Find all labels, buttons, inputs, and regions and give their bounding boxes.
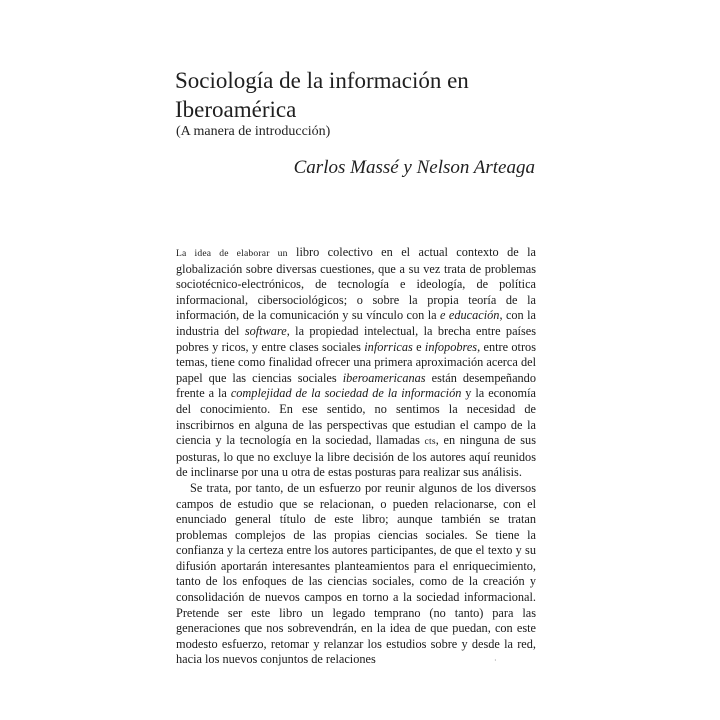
italic-term-software: software — [244, 323, 287, 338]
text-run: , con la industria del — [176, 308, 537, 338]
italic-term-infopobres: infopobres — [424, 339, 478, 354]
chapter-subtitle: (A manera de introducción) — [176, 124, 331, 139]
italic-term-inforricas: inforricas — [364, 339, 413, 354]
text-run: e — [412, 339, 425, 354]
text-run: y la economía del conocimiento. En ese sentido, no sentimos la necesidad de inscribirnos en alguna de las perspectivas que estudian el campo de la ciencia y la tecnología en la sociedad, llamadas — [176, 386, 536, 448]
italic-term-iberoamericanas: iberoamericanas — [342, 370, 426, 385]
body-text — [176, 245, 536, 668]
text-run: , entre otros temas, tiene como finalidad ofrecer una primera aproximación acerca del papel que las ciencias sociales — [176, 339, 536, 385]
text-run: , la propiedad intelectual, la brecha entre países pobres y ricos, y entre clases sociales — [176, 323, 536, 354]
text-run: están desempeñando frente a la — [176, 370, 536, 401]
paragraph-1 — [176, 245, 536, 481]
paragraph-2: Se trata, por tanto, de un esfuerzo por reunir algunos de los diversos campos de estudio que se relacionan, o pueden relacionarse, con el enunciado general título de este libro; aunque también se tratan problemas complejos de las propias ciencias sociales. Se tiene la confianza y la certeza entre los autores participantes, de que el texto y su difusión aportarán interesantes planteamientos para el enriquecimiento, tanto de los enfoques de las ciencias sociales, como de la creación y consolidación de nuevos campos en torno a la sociedad informacional. Pretende ser este libro un legado temprano (no tanto) para las generaciones que nos sobrevendrán, en la idea de que puedan, con este modesto esfuerzo, retomar y relanzar los estudios sobre y desde la red, hacia los nuevos conjuntos de relaciones — [176, 480, 536, 667]
chapter-title-line-1: Sociología de la información en — [175, 68, 469, 93]
text-run: , en ninguna de sus posturas, lo que no excluye la libre decisión de los autores aquí reunidos de inclinarse por una u otra de estas posturas para realizar sus análisis. — [176, 433, 536, 480]
chapter-title — [175, 66, 555, 124]
chapter-title-line-2: Iberoamérica — [175, 97, 297, 122]
acronym-cts: cts — [424, 436, 436, 448]
chapter-authors: Carlos Massé y Nelson Arteaga — [293, 157, 535, 178]
italic-term-e-educacion: e educación — [440, 308, 500, 323]
italic-term-complejidad: complejidad de la sociedad de la información — [230, 386, 462, 401]
lead-in-smallcaps: La idea de elaborar un — [176, 248, 288, 259]
text-run: libro colectivo en el actual contexto de la globalización sobre diversas cuestiones, que a su vez trata de problemas sociotécnico-electrónicos, de tecnología e ideología, de política informacional, cibersociológicos; o sobre la propia teoría de la información, de la comunicación y su vínculo con la — [176, 245, 536, 323]
page-speck: · — [494, 656, 497, 665]
